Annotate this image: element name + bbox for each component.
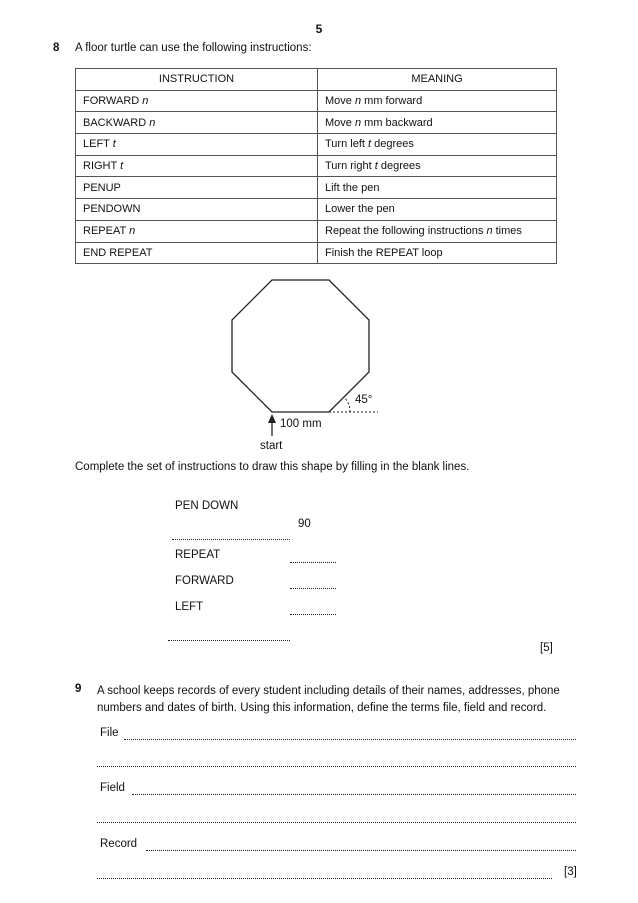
instruction-text: REPEAT <box>83 225 130 238</box>
question-9-marks: [3] <box>564 866 577 878</box>
blank-line-1[interactable] <box>172 539 290 540</box>
meaning-text: Finish the REPEAT loop <box>325 246 443 259</box>
meaning-text: degrees <box>377 160 421 173</box>
page-number: 5 <box>315 22 323 36</box>
meaning-text: degrees <box>371 138 414 151</box>
instruction-text: FORWARD <box>83 95 143 108</box>
start-arrow-head <box>268 414 276 423</box>
meaning-text: mm backward <box>361 116 433 129</box>
meaning-text: n <box>486 225 493 238</box>
file-answer-line-1[interactable] <box>124 739 576 740</box>
meaning-text: times <box>492 225 522 238</box>
instruction-variable: n <box>149 116 156 129</box>
meaning-text: Move <box>325 116 355 129</box>
question-9-text: A school keeps records of every student including details of their names, addresses, phone numbers and dates of birth. Using this information, define the terms file, field and record. <box>97 685 560 714</box>
field-answer-line-2[interactable] <box>97 822 576 823</box>
file-label: File <box>100 727 119 739</box>
instruction-variable: n <box>129 225 136 238</box>
instruction-variable: t <box>120 160 124 173</box>
meaning-text: Move <box>325 95 355 108</box>
instruction-text: END REPEAT <box>83 246 153 259</box>
record-label: Record <box>100 838 138 850</box>
header-meaning: MEANING <box>318 69 557 91</box>
meaning-text: Turn left <box>325 138 368 151</box>
question-8-task: Complete the set of instructions to draw this shape by filling in the blank lines. <box>75 461 470 473</box>
meaning-text: t <box>374 160 378 173</box>
blank-line-last[interactable] <box>168 640 290 641</box>
meaning-text: n <box>354 95 362 108</box>
angle-arc <box>344 397 350 412</box>
side-length-label: 100 mm <box>280 418 322 430</box>
blank-repeat-count[interactable] <box>290 562 336 563</box>
code-pen-down: PEN DOWN <box>175 500 239 512</box>
octagon-shape <box>232 280 369 412</box>
start-label: start <box>260 440 283 452</box>
code-repeat: REPEAT <box>175 549 221 561</box>
meaning-text: mm forward <box>361 95 423 108</box>
meaning-text: t <box>368 138 372 151</box>
record-answer-line-2[interactable] <box>97 878 552 879</box>
question-9-number: 9 <box>75 683 82 695</box>
record-answer-line-1[interactable] <box>146 850 576 851</box>
field-label: Field <box>100 782 125 794</box>
question-8-marks: [5] <box>540 642 553 654</box>
meaning-text: n <box>354 116 362 129</box>
meaning-text: Turn right <box>325 160 375 173</box>
instruction-text: LEFT <box>83 138 113 151</box>
angle-label: 45° <box>355 394 373 406</box>
instruction-variable: t <box>112 138 116 151</box>
instruction-text: RIGHT <box>83 160 121 173</box>
meaning-text: Repeat the following instructions <box>325 225 487 238</box>
question-8-number: 8 <box>53 42 60 54</box>
code-forward: FORWARD <box>175 575 234 587</box>
blank-forward-distance[interactable] <box>290 588 336 589</box>
instruction-text: PENUP <box>83 181 121 194</box>
field-answer-line-1[interactable] <box>132 794 576 795</box>
header-instruction: INSTRUCTION <box>76 69 318 91</box>
instruction-variable: n <box>142 95 149 108</box>
code-ninety: 90 <box>298 518 311 530</box>
blank-left-angle[interactable] <box>290 614 336 615</box>
meaning-text: Lower the pen <box>325 203 395 216</box>
meaning-text: Lift the pen <box>325 181 380 194</box>
instruction-text: PENDOWN <box>83 203 141 216</box>
instruction-text: BACKWARD <box>83 116 150 129</box>
question-8-intro: A floor turtle can use the following instructions: <box>75 42 312 54</box>
file-answer-line-2[interactable] <box>97 766 576 767</box>
code-left: LEFT <box>175 601 204 613</box>
